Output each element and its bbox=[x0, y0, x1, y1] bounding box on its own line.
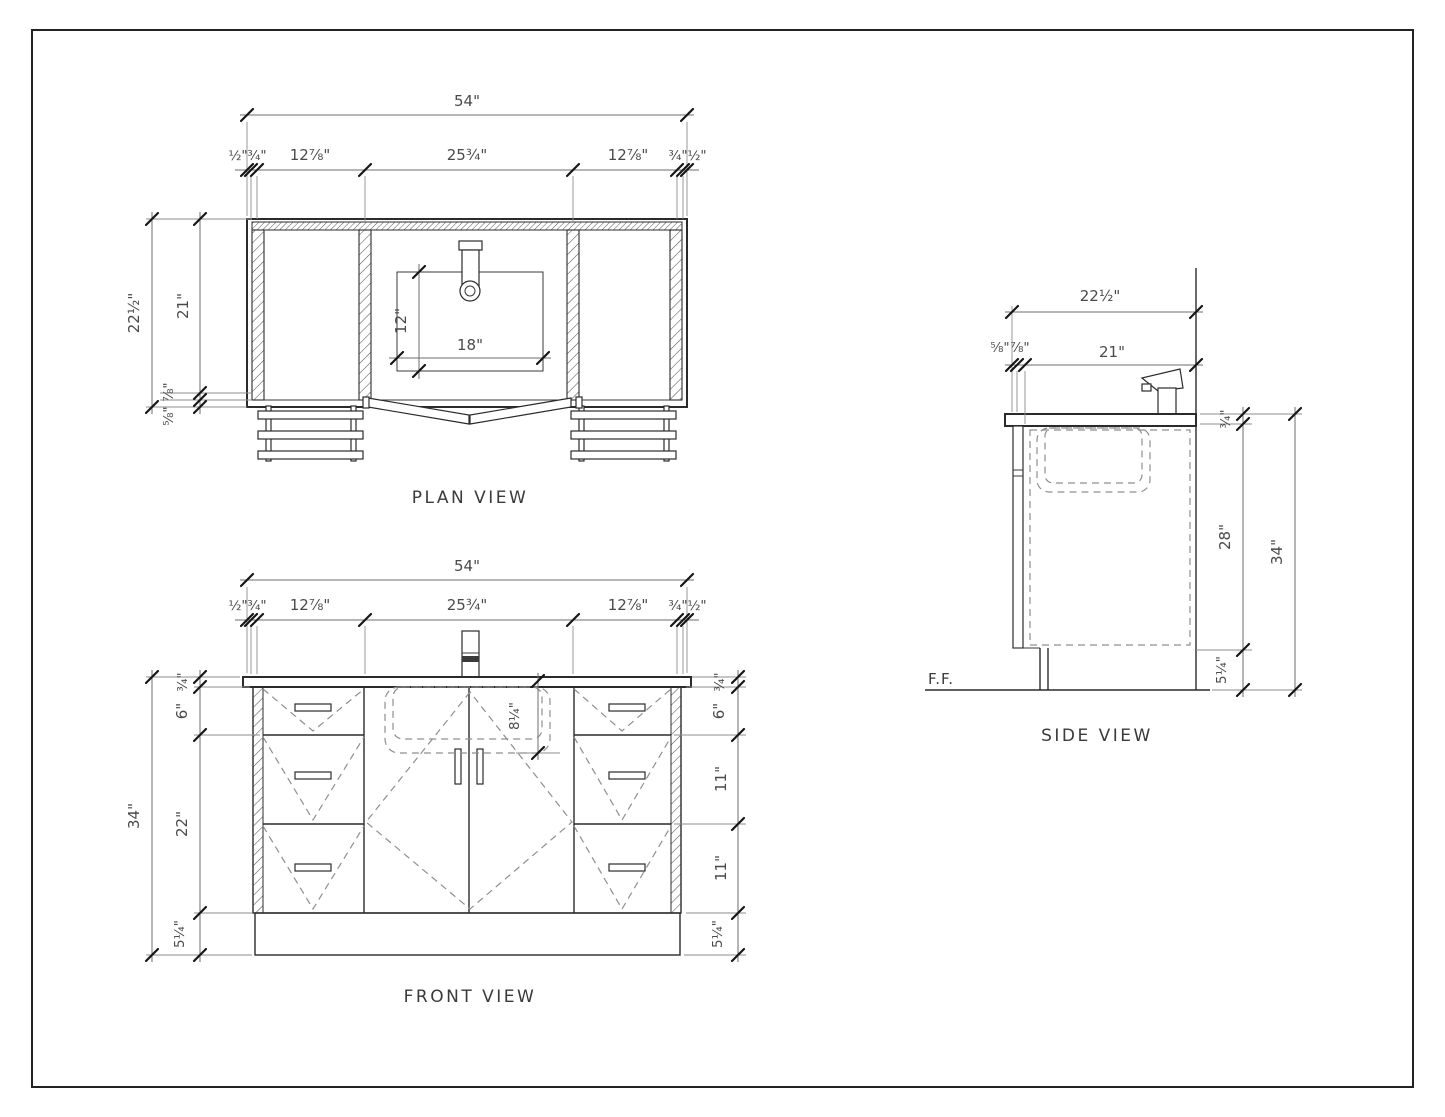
front-dim-right-2: 11" bbox=[712, 766, 730, 792]
side-dim-overhang-0: ⅝" bbox=[990, 340, 1010, 356]
front-left-drawers bbox=[263, 689, 364, 909]
plan-dim-inner-depth: 21" bbox=[174, 293, 192, 319]
side-faucet bbox=[1142, 369, 1183, 415]
front-dimensions bbox=[125, 557, 746, 962]
side-dimensions bbox=[990, 287, 1302, 697]
plan-faucet bbox=[459, 241, 482, 301]
front-toe-kick bbox=[255, 913, 680, 955]
front-dim-chain-6: ½" bbox=[687, 598, 707, 614]
front-view bbox=[125, 557, 746, 1007]
front-sink-hidden bbox=[385, 687, 550, 753]
plan-dim-chain-0: ½" bbox=[228, 148, 248, 164]
front-left-side-panel bbox=[253, 687, 263, 913]
plan-back-edge bbox=[252, 222, 682, 230]
plan-dim-chain-4: 12⅞" bbox=[607, 146, 649, 164]
front-dim-chain-0: ½" bbox=[228, 598, 248, 614]
front-view-title: FRONT VIEW bbox=[403, 987, 537, 1007]
plan-dim-chain-2: 12⅞" bbox=[289, 146, 331, 164]
plan-view bbox=[125, 92, 707, 508]
plan-dim-overall-depth: 22½" bbox=[125, 292, 143, 334]
plan-dim-edge-1: ⅝" bbox=[161, 406, 177, 426]
floor-label: F.F. bbox=[928, 670, 954, 688]
front-dim-overall-height: 34" bbox=[125, 803, 143, 829]
plan-dim-sink-depth: 12" bbox=[392, 308, 410, 334]
plan-divider-right bbox=[567, 230, 579, 400]
front-dim-chain-2: 12⅞" bbox=[289, 596, 331, 614]
plan-dim-sink-width: 18" bbox=[457, 336, 483, 354]
side-view-title: SIDE VIEW bbox=[1041, 726, 1153, 746]
front-countertop bbox=[243, 677, 691, 687]
front-dim-left-0: ¾" bbox=[175, 672, 191, 692]
side-dim-overall-height: 34" bbox=[1268, 539, 1286, 565]
side-sink-hidden bbox=[1037, 428, 1150, 492]
side-toe-kick bbox=[1013, 648, 1048, 690]
front-right-drawers bbox=[574, 689, 671, 909]
plan-view-title: PLAN VIEW bbox=[411, 488, 529, 508]
side-dim-inner-depth: 21" bbox=[1099, 343, 1125, 361]
front-cabinet-box bbox=[253, 687, 681, 913]
plan-divider-left bbox=[359, 230, 371, 400]
front-dim-sink-bowl: 8¼" bbox=[507, 702, 523, 730]
side-dim-right-1: 28" bbox=[1216, 524, 1234, 550]
plan-left-side-panel bbox=[252, 230, 264, 400]
front-dim-chain-5: ¾" bbox=[668, 598, 688, 614]
front-dim-overall-width: 54" bbox=[454, 557, 480, 575]
side-cabinet bbox=[925, 268, 1210, 690]
plan-drawer-slides-left bbox=[258, 406, 363, 461]
front-dim-left-3: 5¼" bbox=[172, 920, 188, 948]
plan-dim-chain-3: 25¾" bbox=[446, 146, 488, 164]
side-dim-overall-depth: 22½" bbox=[1079, 287, 1121, 305]
front-dim-right-0: ¾" bbox=[712, 672, 728, 692]
front-right-side-panel bbox=[671, 687, 681, 913]
front-dim-left-2: 22" bbox=[173, 811, 191, 837]
front-dim-right-1: 6" bbox=[710, 702, 728, 720]
front-dim-chain-3: 25¾" bbox=[446, 596, 488, 614]
side-countertop bbox=[1005, 414, 1196, 426]
plan-dim-edge-0: ⅞" bbox=[161, 382, 177, 402]
front-dim-chain-1: ¾" bbox=[247, 598, 267, 614]
front-doors bbox=[366, 687, 572, 913]
front-dim-right-3: 11" bbox=[712, 855, 730, 881]
front-faucet bbox=[462, 631, 479, 677]
front-cabinet bbox=[243, 631, 691, 955]
side-dim-right-0: ¾" bbox=[1218, 409, 1234, 429]
plan-dim-chain-6: ½" bbox=[687, 148, 707, 164]
plan-dim-chain-1: ¾" bbox=[247, 148, 267, 164]
plan-dim-overall-width: 54" bbox=[454, 92, 480, 110]
plan-dim-chain-5: ¾" bbox=[668, 148, 688, 164]
plan-drawer-slides-right bbox=[571, 406, 676, 461]
side-dim-overhang-1: ⅞" bbox=[1010, 340, 1030, 356]
front-dim-left-1: 6" bbox=[173, 702, 191, 720]
side-cabinet-hidden-box bbox=[1030, 430, 1190, 645]
front-dim-right-4: 5¼" bbox=[710, 920, 726, 948]
plan-right-side-panel bbox=[670, 230, 682, 400]
side-dim-right-2: 5¼" bbox=[1214, 656, 1230, 684]
front-dim-chain-4: 12⅞" bbox=[607, 596, 649, 614]
side-view bbox=[925, 268, 1302, 746]
side-front-panel bbox=[1013, 426, 1023, 648]
